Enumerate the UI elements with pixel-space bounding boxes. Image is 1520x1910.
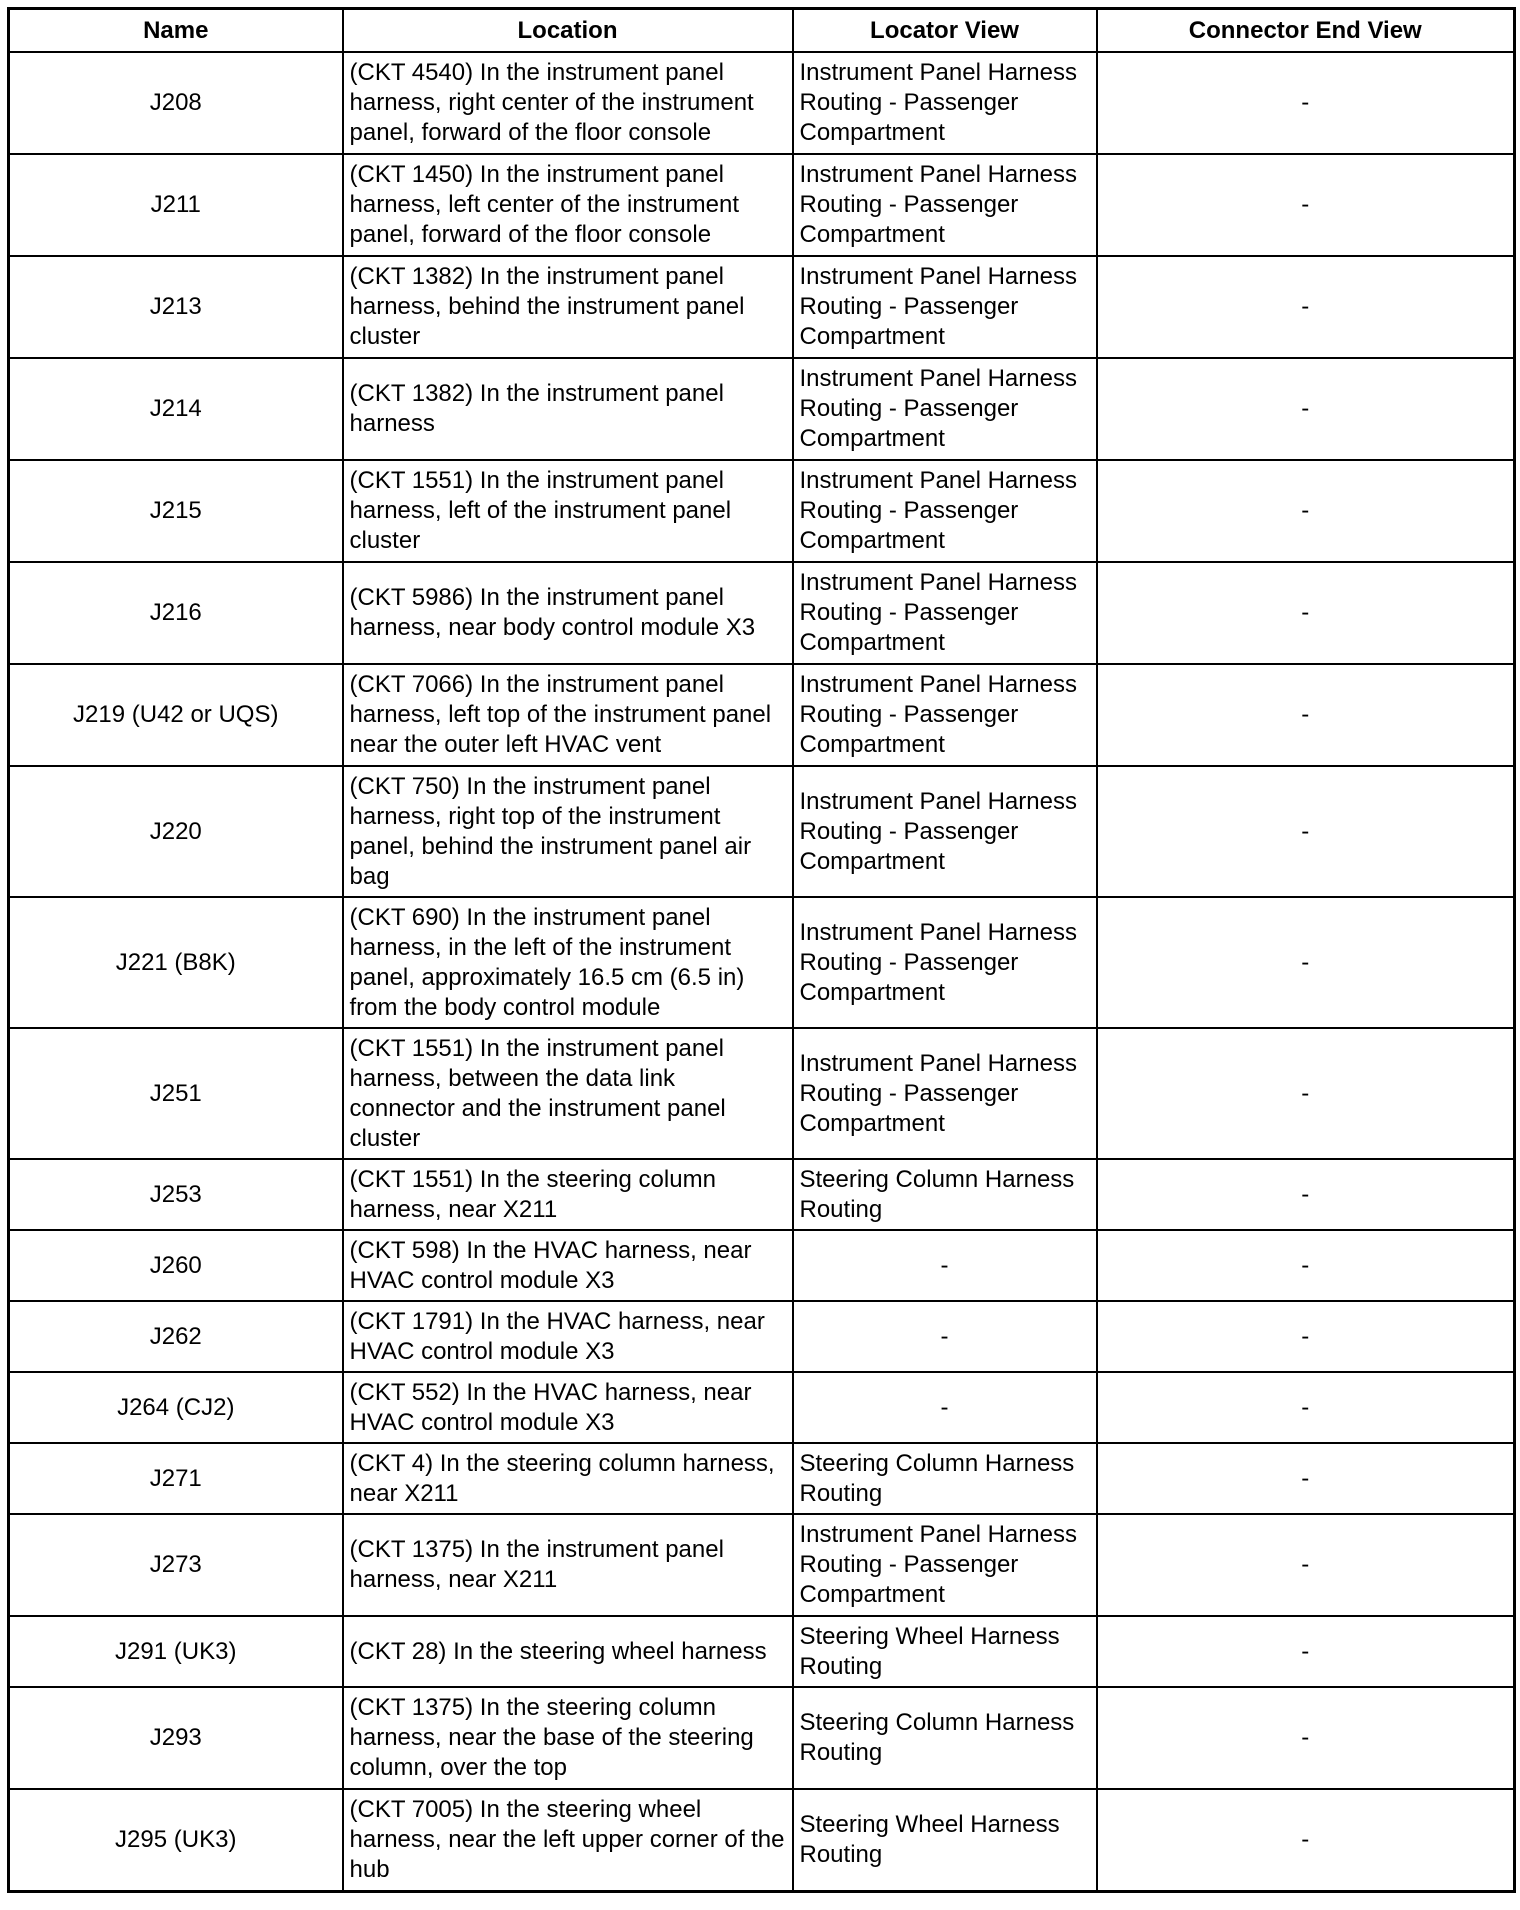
cell-location: (CKT 690) In the instrument panel harness, in the left of the instrument panel, approximately 16.5 cm (6.5 in) from the body control module bbox=[343, 897, 793, 1028]
cell-connector-end-view: - bbox=[1097, 1301, 1515, 1372]
table-row bbox=[9, 1514, 1515, 1616]
cell-connector-end-view: - bbox=[1097, 1028, 1515, 1159]
cell-locator-view: Steering Wheel Harness Routing bbox=[793, 1789, 1097, 1892]
cell-connector-end-view: - bbox=[1097, 460, 1515, 562]
cell-connector-end-view: - bbox=[1097, 1789, 1515, 1892]
header-row bbox=[9, 9, 1515, 53]
cell-locator-view: Steering Column Harness Routing bbox=[793, 1159, 1097, 1230]
cell-name: J295 (UK3) bbox=[9, 1789, 343, 1892]
cell-connector-end-view: - bbox=[1097, 1443, 1515, 1514]
cell-name: J262 bbox=[9, 1301, 343, 1372]
cell-name: J293 bbox=[9, 1687, 343, 1789]
header-connector-end-view: Connector End View bbox=[1097, 9, 1515, 53]
cell-name: J260 bbox=[9, 1230, 343, 1301]
cell-location: (CKT 7005) In the steering wheel harness, near the left upper corner of the hub bbox=[343, 1789, 793, 1892]
cell-locator-view: Instrument Panel Harness Routing - Passenger Compartment bbox=[793, 52, 1097, 154]
cell-location: (CKT 598) In the HVAC harness, near HVAC control module X3 bbox=[343, 1230, 793, 1301]
cell-name: J214 bbox=[9, 358, 343, 460]
cell-location: (CKT 1551) In the instrument panel harness, left of the instrument panel cluster bbox=[343, 460, 793, 562]
cell-name: J211 bbox=[9, 154, 343, 256]
cell-locator-view: - bbox=[793, 1230, 1097, 1301]
cell-connector-end-view: - bbox=[1097, 1514, 1515, 1616]
cell-name: J213 bbox=[9, 256, 343, 358]
cell-locator-view: Instrument Panel Harness Routing - Passenger Compartment bbox=[793, 562, 1097, 664]
header-name: Name bbox=[9, 9, 343, 53]
table-row bbox=[9, 1372, 1515, 1443]
cell-name: J221 (B8K) bbox=[9, 897, 343, 1028]
table-row bbox=[9, 1159, 1515, 1230]
cell-location: (CKT 7066) In the instrument panel harness, left top of the instrument panel near the outer left HVAC vent bbox=[343, 664, 793, 766]
table-row bbox=[9, 358, 1515, 460]
cell-name: J251 bbox=[9, 1028, 343, 1159]
cell-location: (CKT 4540) In the instrument panel harness, right center of the instrument panel, forward of the floor console bbox=[343, 52, 793, 154]
cell-locator-view: Instrument Panel Harness Routing - Passenger Compartment bbox=[793, 154, 1097, 256]
table-row bbox=[9, 1687, 1515, 1789]
cell-name: J216 bbox=[9, 562, 343, 664]
cell-name: J273 bbox=[9, 1514, 343, 1616]
cell-location: (CKT 5986) In the instrument panel harness, near body control module X3 bbox=[343, 562, 793, 664]
cell-connector-end-view: - bbox=[1097, 154, 1515, 256]
table-row bbox=[9, 897, 1515, 1028]
table-row bbox=[9, 766, 1515, 897]
cell-location: (CKT 1450) In the instrument panel harness, left center of the instrument panel, forward of the floor console bbox=[343, 154, 793, 256]
table-row bbox=[9, 1028, 1515, 1159]
cell-name: J271 bbox=[9, 1443, 343, 1514]
table-row bbox=[9, 1616, 1515, 1687]
table-row bbox=[9, 52, 1515, 154]
cell-locator-view: Instrument Panel Harness Routing - Passenger Compartment bbox=[793, 1514, 1097, 1616]
cell-locator-view: Instrument Panel Harness Routing - Passenger Compartment bbox=[793, 766, 1097, 897]
cell-connector-end-view: - bbox=[1097, 256, 1515, 358]
cell-location: (CKT 750) In the instrument panel harness, right top of the instrument panel, behind the instrument panel air bag bbox=[343, 766, 793, 897]
cell-name: J215 bbox=[9, 460, 343, 562]
header-locator-view: Locator View bbox=[793, 9, 1097, 53]
connector-table bbox=[7, 7, 1516, 1893]
cell-location: (CKT 552) In the HVAC harness, near HVAC control module X3 bbox=[343, 1372, 793, 1443]
cell-connector-end-view: - bbox=[1097, 1372, 1515, 1443]
cell-location: (CKT 1382) In the instrument panel harness, behind the instrument panel cluster bbox=[343, 256, 793, 358]
cell-location: (CKT 1791) In the HVAC harness, near HVAC control module X3 bbox=[343, 1301, 793, 1372]
cell-locator-view: Instrument Panel Harness Routing - Passenger Compartment bbox=[793, 460, 1097, 562]
document-page bbox=[7, 7, 1516, 1893]
table-row bbox=[9, 562, 1515, 664]
cell-connector-end-view: - bbox=[1097, 1687, 1515, 1789]
cell-name: J208 bbox=[9, 52, 343, 154]
cell-location: (CKT 1551) In the steering column harness, near X211 bbox=[343, 1159, 793, 1230]
cell-location: (CKT 1375) In the steering column harness, near the base of the steering column, over the top bbox=[343, 1687, 793, 1789]
cell-name: J219 (U42 or UQS) bbox=[9, 664, 343, 766]
cell-name: J253 bbox=[9, 1159, 343, 1230]
cell-connector-end-view: - bbox=[1097, 358, 1515, 460]
cell-connector-end-view: - bbox=[1097, 1616, 1515, 1687]
cell-connector-end-view: - bbox=[1097, 897, 1515, 1028]
cell-location: (CKT 4) In the steering column harness, near X211 bbox=[343, 1443, 793, 1514]
cell-location: (CKT 1375) In the instrument panel harness, near X211 bbox=[343, 1514, 793, 1616]
cell-location: (CKT 1551) In the instrument panel harness, between the data link connector and the instrument panel cluster bbox=[343, 1028, 793, 1159]
cell-locator-view: Instrument Panel Harness Routing - Passenger Compartment bbox=[793, 897, 1097, 1028]
cell-locator-view: - bbox=[793, 1372, 1097, 1443]
cell-name: J264 (CJ2) bbox=[9, 1372, 343, 1443]
cell-locator-view: Instrument Panel Harness Routing - Passenger Compartment bbox=[793, 664, 1097, 766]
cell-connector-end-view: - bbox=[1097, 562, 1515, 664]
cell-connector-end-view: - bbox=[1097, 1159, 1515, 1230]
table-row bbox=[9, 1230, 1515, 1301]
cell-locator-view: Instrument Panel Harness Routing - Passenger Compartment bbox=[793, 358, 1097, 460]
header-location: Location bbox=[343, 9, 793, 53]
cell-locator-view: Steering Wheel Harness Routing bbox=[793, 1616, 1097, 1687]
table-row bbox=[9, 1443, 1515, 1514]
cell-connector-end-view: - bbox=[1097, 664, 1515, 766]
cell-name: J291 (UK3) bbox=[9, 1616, 343, 1687]
cell-connector-end-view: - bbox=[1097, 52, 1515, 154]
cell-name: J220 bbox=[9, 766, 343, 897]
cell-locator-view: Steering Column Harness Routing bbox=[793, 1687, 1097, 1789]
table-row bbox=[9, 664, 1515, 766]
cell-locator-view: Instrument Panel Harness Routing - Passenger Compartment bbox=[793, 1028, 1097, 1159]
table-row bbox=[9, 1789, 1515, 1892]
cell-locator-view: Steering Column Harness Routing bbox=[793, 1443, 1097, 1514]
cell-locator-view: - bbox=[793, 1301, 1097, 1372]
table-row bbox=[9, 460, 1515, 562]
table-row bbox=[9, 256, 1515, 358]
cell-locator-view: Instrument Panel Harness Routing - Passenger Compartment bbox=[793, 256, 1097, 358]
cell-location: (CKT 28) In the steering wheel harness bbox=[343, 1616, 793, 1687]
table-row bbox=[9, 154, 1515, 256]
table-row bbox=[9, 1301, 1515, 1372]
cell-connector-end-view: - bbox=[1097, 1230, 1515, 1301]
cell-location: (CKT 1382) In the instrument panel harness bbox=[343, 358, 793, 460]
cell-connector-end-view: - bbox=[1097, 766, 1515, 897]
